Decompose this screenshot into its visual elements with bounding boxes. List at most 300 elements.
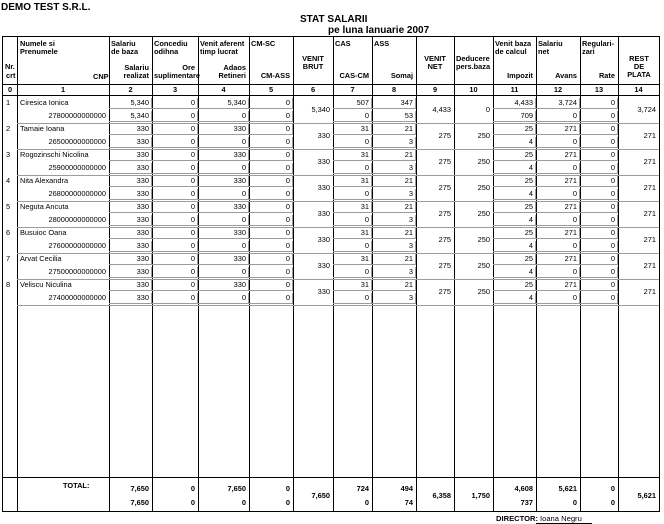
- employee-name: Neguta Ancuta: [20, 202, 69, 211]
- cell-border: [198, 124, 249, 135]
- cell-border: [249, 267, 293, 278]
- cell-border: [536, 280, 580, 291]
- cell-border: [249, 98, 293, 109]
- header-venit-brut: VENIT: [302, 54, 324, 63]
- cell-border: [109, 137, 152, 148]
- cell-border: [580, 124, 618, 135]
- cell-border: [580, 111, 618, 122]
- cell-net: 275: [438, 260, 451, 270]
- total-cas: 724: [356, 484, 369, 493]
- cell-venit: 330: [233, 228, 246, 237]
- total-rest: 5,621: [637, 491, 656, 500]
- cell-border: [198, 267, 249, 278]
- header-cm-sc: CM-SC: [251, 39, 276, 48]
- cell-cmass: 0: [285, 241, 290, 250]
- cell-border: [249, 137, 293, 148]
- header-regularizari: Regulari-: [582, 39, 615, 48]
- cell-border: [580, 176, 618, 187]
- cell-ded: 250: [477, 156, 490, 166]
- cell-ass: 21: [404, 280, 413, 289]
- cell-adaos: 0: [241, 137, 246, 146]
- cell-salr: 330: [136, 163, 149, 172]
- header-venit-aferent: Venit aferent: [200, 39, 245, 48]
- cell-adaos: 0: [241, 241, 246, 250]
- total-sal: 7,650: [130, 484, 149, 493]
- cell-net: 275: [438, 130, 451, 140]
- header-cm-ass: CM-ASS: [260, 71, 290, 80]
- header-suplimentare: suplimentare: [154, 71, 201, 80]
- cell-border: [493, 163, 536, 174]
- cell-somaj: 3: [408, 293, 413, 302]
- header-ore: Ore: [182, 63, 195, 72]
- cell-border: [536, 150, 580, 161]
- document-subtitle: pe luna Ianuarie 2007: [328, 25, 430, 36]
- cell-border: [109, 111, 152, 122]
- header-zari: zari: [582, 47, 595, 56]
- header-deducere: Deducere: [456, 54, 490, 63]
- cell-imp: 4: [528, 215, 533, 224]
- cell-border: [249, 163, 293, 174]
- cell-border: [493, 267, 536, 278]
- cell-cascm: 0: [364, 215, 369, 224]
- cell-border: [580, 163, 618, 174]
- header-impozit: Impozit: [507, 71, 533, 80]
- cell-cmass: 0: [285, 215, 290, 224]
- cell-reg: 0: [610, 228, 615, 237]
- cell-cas: 31: [360, 280, 369, 289]
- cell-border: [333, 137, 372, 148]
- cell-salnet: 271: [564, 254, 577, 263]
- header-avans: Avans: [555, 71, 577, 80]
- column-number: 12: [553, 85, 563, 94]
- header-net: NET: [427, 62, 443, 71]
- cell-border: [580, 150, 618, 161]
- cell-border: [109, 176, 152, 187]
- cell-border: [536, 163, 580, 174]
- cell-border: [372, 293, 416, 304]
- header-cnp: CNP: [93, 72, 109, 81]
- cell-baza: 25: [524, 202, 533, 211]
- cell-imp: 4: [528, 163, 533, 172]
- cell-border: [333, 254, 372, 265]
- cell-co: 0: [190, 124, 195, 133]
- cell-border: [198, 202, 249, 213]
- cell-somaj: 53: [404, 111, 413, 120]
- header-de-baza: de baza: [111, 47, 139, 56]
- cell-border: [580, 137, 618, 148]
- header-crt: crt: [6, 71, 16, 80]
- cell-cmsc: 0: [285, 280, 290, 289]
- cell-reg: 0: [610, 202, 615, 211]
- cell-border: [198, 176, 249, 187]
- total-somaj: 74: [404, 498, 413, 507]
- cell-salr: 330: [136, 137, 149, 146]
- cell-border: [536, 137, 580, 148]
- cell-border: [249, 176, 293, 187]
- cell-border: [333, 176, 372, 187]
- cell-border: [372, 98, 416, 109]
- header-somaj: Somaj: [390, 71, 413, 80]
- cell-border: [249, 124, 293, 135]
- cell-avans: 0: [572, 267, 577, 276]
- cell-border: [198, 241, 249, 252]
- cell-cascm: 0: [364, 137, 369, 146]
- cell-salnet: 271: [564, 176, 577, 185]
- cell-rate: 0: [610, 241, 615, 250]
- cell-venit: 5,340: [227, 98, 246, 107]
- cell-ass: 21: [404, 228, 413, 237]
- column-number: 14: [634, 85, 643, 94]
- cell-baza: 4,433: [514, 98, 533, 107]
- cell-border: [249, 241, 293, 252]
- cell-ore: 0: [190, 111, 195, 120]
- cell-border: [372, 254, 416, 265]
- cell-border: [249, 215, 293, 226]
- cell-border: [198, 137, 249, 148]
- cell-reg: 0: [610, 176, 615, 185]
- cell-border: [493, 176, 536, 187]
- cell-border: [493, 189, 536, 200]
- cell-border: [333, 98, 372, 109]
- cell-ded: 250: [477, 260, 490, 270]
- cell-border: [109, 163, 152, 174]
- cell-border: [493, 150, 536, 161]
- cell-reg: 0: [610, 254, 615, 263]
- cell-ore: 0: [190, 215, 195, 224]
- column-number: 6: [310, 85, 316, 94]
- column-number: 0: [7, 85, 13, 94]
- cell-cmsc: 0: [285, 228, 290, 237]
- cell-rate: 0: [610, 111, 615, 120]
- header-realizat: realizat: [123, 71, 149, 80]
- cell-cmass: 0: [285, 267, 290, 276]
- cell-border: [536, 228, 580, 239]
- cell-baza: 25: [524, 150, 533, 159]
- cell-ass: 347: [400, 98, 413, 107]
- cell-border: [109, 98, 152, 109]
- cell-border: [198, 189, 249, 200]
- cell-venit: 330: [233, 176, 246, 185]
- cell-border: [536, 189, 580, 200]
- cell-ded: 250: [477, 208, 490, 218]
- header-rate: Rate: [598, 71, 615, 80]
- header-venit-net: VENIT: [424, 54, 446, 63]
- cell-border: [493, 280, 536, 291]
- cell-ore: 0: [190, 293, 195, 302]
- cell-border: [152, 189, 198, 200]
- cell-cas: 31: [360, 254, 369, 263]
- payroll-table: [2, 36, 660, 512]
- cell-brut: 330: [317, 130, 330, 140]
- cell-border: [198, 98, 249, 109]
- cell-ore: 0: [190, 267, 195, 276]
- cell-border: [152, 98, 198, 109]
- cell-border: [536, 293, 580, 304]
- cell-border: [109, 215, 152, 226]
- employee-name: Rogozinschi Nicolina: [20, 150, 89, 159]
- cell-net: 275: [438, 182, 451, 192]
- cell-border: [152, 267, 198, 278]
- header-concediu: Concediu: [154, 39, 188, 48]
- cell-imp: 4: [528, 267, 533, 276]
- cell-co: 0: [190, 228, 195, 237]
- row-number: 3: [6, 150, 11, 159]
- cell-baza: 25: [524, 228, 533, 237]
- cell-border: [372, 267, 416, 278]
- cell-border: [109, 293, 152, 304]
- cell-ass: 21: [404, 124, 413, 133]
- cell-border: [580, 228, 618, 239]
- cell-sal: 330: [136, 254, 149, 263]
- header-odihna: odihna: [154, 47, 179, 56]
- total-ded: 1,750: [471, 491, 490, 500]
- cell-imp: 4: [528, 241, 533, 250]
- cell-co: 0: [190, 176, 195, 185]
- cell-border: [536, 176, 580, 187]
- cell-brut: 330: [317, 156, 330, 166]
- column-number: 5: [268, 85, 274, 94]
- header-divider: [3, 95, 659, 96]
- cell-salnet: 271: [564, 228, 577, 237]
- cell-avans: 0: [572, 189, 577, 198]
- cell-cmsc: 0: [285, 98, 290, 107]
- document-title: STAT SALARII: [300, 14, 368, 25]
- row-number: 5: [6, 202, 11, 211]
- cell-border: [152, 163, 198, 174]
- cell-border: [333, 280, 372, 291]
- cell-border: [580, 241, 618, 252]
- cell-border: [249, 150, 293, 161]
- total-net: 6,358: [432, 491, 451, 500]
- cell-somaj: 3: [408, 137, 413, 146]
- cell-somaj: 3: [408, 241, 413, 250]
- cell-reg: 0: [610, 150, 615, 159]
- cell-sal: 330: [136, 124, 149, 133]
- cell-ass: 21: [404, 202, 413, 211]
- cell-border: [109, 241, 152, 252]
- cell-net: 275: [438, 286, 451, 296]
- cell-border: [580, 202, 618, 213]
- cell-salr: 330: [136, 267, 149, 276]
- cell-reg: 0: [610, 98, 615, 107]
- total-cmsc: 0: [285, 484, 290, 493]
- cell-co: 0: [190, 150, 195, 159]
- cell-border: [249, 293, 293, 304]
- cell-rate: 0: [610, 293, 615, 302]
- total-cmass: 0: [285, 498, 290, 507]
- cell-co: 0: [190, 98, 195, 107]
- cell-avans: 0: [572, 163, 577, 172]
- column-number: 7: [350, 85, 355, 94]
- cell-border: [333, 228, 372, 239]
- cell-reg: 0: [610, 124, 615, 133]
- employee-cnp: 26500000000000: [48, 137, 106, 146]
- cell-ded: 250: [477, 234, 490, 244]
- cell-cmsc: 0: [285, 150, 290, 159]
- cell-border: [536, 98, 580, 109]
- cell-somaj: 3: [408, 163, 413, 172]
- cell-ore: 0: [190, 189, 195, 198]
- cell-border: [333, 241, 372, 252]
- cell-sal: 5,340: [130, 98, 149, 107]
- cell-border: [493, 202, 536, 213]
- row-number: 8: [6, 280, 11, 289]
- cell-venit: 330: [233, 280, 246, 289]
- cell-border: [372, 215, 416, 226]
- cell-reg: 0: [610, 280, 615, 289]
- cell-venit: 330: [233, 124, 246, 133]
- cell-border: [152, 111, 198, 122]
- cell-border: [152, 293, 198, 304]
- cell-border: [372, 137, 416, 148]
- cell-border: [493, 293, 536, 304]
- cell-border: [109, 228, 152, 239]
- cell-avans: 0: [572, 111, 577, 120]
- header-rest: REST: [629, 54, 649, 63]
- total-imp: 737: [520, 498, 533, 507]
- cell-rate: 0: [610, 163, 615, 172]
- cell-border: [249, 254, 293, 265]
- cell-border: [109, 267, 152, 278]
- cell-border: [198, 293, 249, 304]
- cell-border: [536, 202, 580, 213]
- cell-ore: 0: [190, 137, 195, 146]
- cell-border: [536, 215, 580, 226]
- cell-sal: 330: [136, 280, 149, 289]
- total-salr: 7,650: [130, 498, 149, 507]
- cell-border: [152, 228, 198, 239]
- cell-border: [109, 202, 152, 213]
- cell-border: [372, 280, 416, 291]
- cell-cmass: 0: [285, 293, 290, 302]
- cell-net: 275: [438, 234, 451, 244]
- total-rate: 0: [610, 498, 615, 507]
- cell-border: [152, 254, 198, 265]
- cell-border: [152, 241, 198, 252]
- cell-border: [580, 215, 618, 226]
- cell-net: 4,433: [432, 104, 451, 114]
- employee-name: Nita Alexandra: [20, 176, 69, 185]
- header-plata: PLATA: [627, 70, 651, 79]
- column-number: 1: [60, 85, 66, 94]
- header-de: DE: [633, 62, 645, 71]
- row-number: 4: [6, 176, 11, 185]
- cell-cas: 31: [360, 202, 369, 211]
- employee-name: Ciresica Ionica: [20, 98, 69, 107]
- cell-border: [493, 215, 536, 226]
- cell-rest: 271: [643, 286, 656, 296]
- cell-border: [249, 111, 293, 122]
- cell-cascm: 0: [364, 163, 369, 172]
- cell-ass: 21: [404, 176, 413, 185]
- cell-border: [333, 189, 372, 200]
- cell-adaos: 0: [241, 111, 246, 120]
- employee-cnp: 26800000000000: [48, 189, 106, 198]
- cell-cascm: 0: [364, 293, 369, 302]
- cell-border: [536, 254, 580, 265]
- cell-baza: 25: [524, 254, 533, 263]
- employee-cnp: 27500000000000: [48, 267, 106, 276]
- cell-cmass: 0: [285, 137, 290, 146]
- total-ass: 494: [400, 484, 413, 493]
- cell-adaos: 0: [241, 163, 246, 172]
- cell-border: [333, 150, 372, 161]
- cell-rest: 3,724: [637, 104, 656, 114]
- cell-avans: 0: [572, 215, 577, 224]
- cell-brut: 330: [317, 234, 330, 244]
- cell-salr: 5,340: [130, 111, 149, 120]
- cell-ass: 21: [404, 254, 413, 263]
- header-timp-lucrat: timp lucrat: [200, 47, 238, 56]
- cell-venit: 330: [233, 254, 246, 263]
- cell-border: [198, 111, 249, 122]
- cell-border: [580, 280, 618, 291]
- cell-border: [372, 228, 416, 239]
- cell-rate: 0: [610, 137, 615, 146]
- header-de-calcul: de calcul: [495, 47, 527, 56]
- header-cas: CAS: [335, 39, 351, 48]
- cell-co: 0: [190, 280, 195, 289]
- cell-rest: 271: [643, 156, 656, 166]
- cell-border: [109, 124, 152, 135]
- header-retineri: Retineri: [218, 71, 246, 80]
- cell-ded: 250: [477, 130, 490, 140]
- cell-co: 0: [190, 202, 195, 211]
- cell-border: [493, 137, 536, 148]
- cell-border: [536, 241, 580, 252]
- header-venit-baza: Venit baza: [495, 39, 532, 48]
- cell-border: [333, 163, 372, 174]
- cell-border: [493, 241, 536, 252]
- cell-border: [536, 111, 580, 122]
- cell-border: [152, 124, 198, 135]
- cell-sal: 330: [136, 202, 149, 211]
- cell-salr: 330: [136, 189, 149, 198]
- cell-cascm: 0: [364, 111, 369, 120]
- total-co: 0: [190, 484, 195, 493]
- row-number: 2: [6, 124, 11, 133]
- director-name: Ioana Negru: [540, 514, 582, 523]
- cell-rate: 0: [610, 267, 615, 276]
- cell-cmass: 0: [285, 111, 290, 120]
- cell-border: [249, 228, 293, 239]
- cell-border: [152, 137, 198, 148]
- employee-name: Arvat Cecilia: [20, 254, 62, 263]
- cell-brut: 330: [317, 260, 330, 270]
- total-adaos: 0: [241, 498, 246, 507]
- employee-name: Busuioc Oana: [20, 228, 67, 237]
- cell-ded: 250: [477, 286, 490, 296]
- column-number: 9: [432, 85, 438, 94]
- company-name: DEMO TEST S.R.L.: [1, 2, 91, 13]
- employee-cnp: 27600000000000: [48, 241, 106, 250]
- cell-cmsc: 0: [285, 202, 290, 211]
- total-cascm: 0: [364, 498, 369, 507]
- cell-cas: 31: [360, 150, 369, 159]
- total-salnet: 5,621: [558, 484, 577, 493]
- cell-border: [152, 202, 198, 213]
- column-number: 10: [469, 85, 478, 94]
- cell-border: [372, 176, 416, 187]
- cell-border: [580, 189, 618, 200]
- cell-avans: 0: [572, 241, 577, 250]
- total-label: TOTAL:: [63, 481, 90, 490]
- cell-cmsc: 0: [285, 176, 290, 185]
- total-avans: 0: [572, 498, 577, 507]
- cell-rest: 271: [643, 130, 656, 140]
- cell-salnet: 3,724: [558, 98, 577, 107]
- cell-border: [198, 150, 249, 161]
